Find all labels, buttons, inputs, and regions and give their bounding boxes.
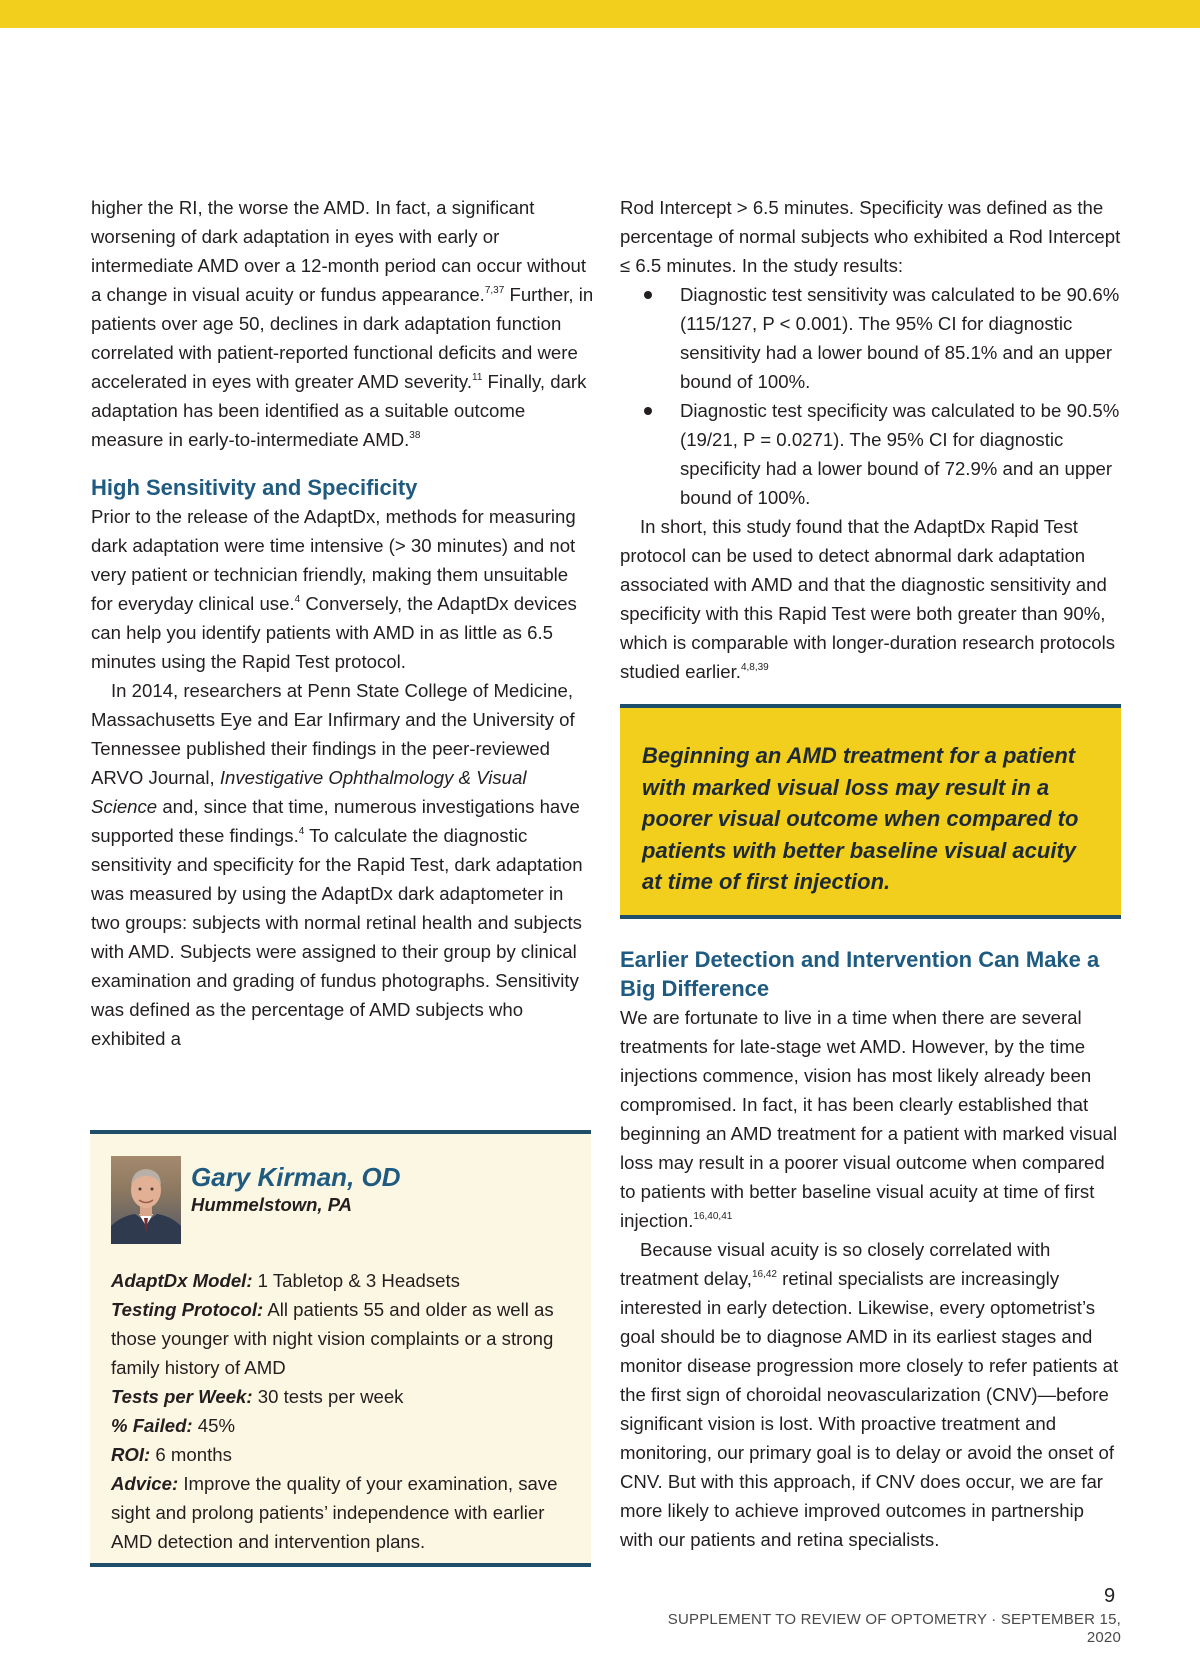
paragraph-visual-acuity <box>620 1235 1122 1554</box>
list-item <box>620 396 1122 512</box>
text-run: To calculate the diagnostic sensitivity and specificity for the Rapid Test, dark adaptation was measured by using the AdaptDx dark adaptometer in two groups: subjects with normal retinal health and subjects with AMD. Subjects were assigned to their group by clinical examination and grading of fundus photographs. Sensitivity was defined as the percentage of AMD subjects who exhibited a <box>91 825 583 1049</box>
study-results-list <box>620 280 1122 512</box>
list-item-text: Diagnostic test sensitivity was calculated to be 90.6% (115/127, P < 0.001). The 95% CI for diagnostic sensitivity had a lower bound of 85.1% and an upper bound of 100%. <box>680 284 1120 392</box>
spec-label: Tests per Week: <box>111 1386 253 1407</box>
citation: 4 <box>298 825 305 837</box>
spec-label: ROI: <box>111 1444 151 1465</box>
citation: 11 <box>472 371 483 383</box>
paragraph-2014-research <box>91 676 594 1053</box>
doctor-profile-box <box>90 1130 591 1567</box>
spec-label: Testing Protocol: <box>111 1299 264 1320</box>
text-run: We are fortunate to live in a time when there are several treatments for late-stage wet AMD. However, by the time injections commence, vision has most likely already been compromised. In fact, it has been clearly established that beginning an AMD treatment for a patient with marked visual loss may result in a poorer visual outcome when compared to patients with better baseline visual acuity at time of first injection. <box>620 1007 1118 1231</box>
right-column-top <box>620 193 1122 686</box>
text-run: and, since that time, numerous investigations have supported these findings. <box>91 796 580 846</box>
paragraph-fortunate <box>620 1003 1122 1235</box>
text-run: higher the RI, the worse the AMD. In fact, a significant worsening of dark adaptation in eyes with early or intermediate AMD over a 12-month period can occur without a change in visual acuity or fundus appearance. <box>91 197 587 305</box>
section-heading-early-detection: Earlier Detection and Intervention Can Make a Big Difference <box>620 947 1100 1001</box>
left-column <box>91 193 594 1053</box>
citation: 7,37 <box>484 284 505 296</box>
spec-model <box>111 1266 571 1295</box>
citation: 38 <box>409 429 421 441</box>
doctor-location: Hummelstown, PA <box>191 1194 353 1215</box>
avatar <box>111 1156 181 1244</box>
spec-tests-per-week <box>111 1382 571 1411</box>
text-run: Finally, dark adaptation has been identified as a suitable outcome measure in early-to-intermediate AMD. <box>91 371 587 450</box>
spec-value: All patients 55 and older as well as those younger with night vision complaints or a strong family history of AMD <box>111 1299 554 1378</box>
spec-protocol <box>111 1295 571 1382</box>
spec-value: 30 tests per week <box>252 1386 404 1407</box>
text-run: Further, in patients over age 50, declines in dark adaptation function correlated with patient-reported functional deficits and were accelerated in eyes with greater AMD severity. <box>91 284 594 392</box>
spec-roi <box>111 1440 571 1469</box>
citation: 16,42 <box>751 1268 777 1280</box>
list-item-text: Diagnostic test specificity was calculated to be 90.5% (19/21, P = 0.0271). The 95% CI for diagnostic specificity had a lower bound of 72.9% and an upper bound of 100%. <box>680 400 1120 508</box>
spec-failed <box>111 1411 571 1440</box>
section-heading-sensitivity: High Sensitivity and Specificity <box>91 475 418 500</box>
profile-info <box>191 1156 401 1218</box>
spec-value: 1 Tabletop & 3 Headsets <box>252 1270 460 1291</box>
spec-label: % Failed: <box>111 1415 193 1436</box>
spec-value: Improve the quality of your examination, save sight and prolong patients’ independence with earlier AMD detection and intervention plans. <box>111 1473 558 1552</box>
profile-specs <box>111 1266 571 1556</box>
citation: 4 <box>294 593 301 605</box>
spec-advice <box>111 1469 571 1556</box>
list-item <box>620 280 1122 396</box>
pull-quote-box <box>620 704 1121 919</box>
spec-label: Advice: <box>111 1473 179 1494</box>
bullet-icon <box>644 291 652 299</box>
profile-header <box>111 1156 571 1244</box>
journal-title: Investigative Ophthalmology & Visual Science <box>91 767 527 817</box>
text-run: Prior to the release of the AdaptDx, methods for measuring dark adaptation were time intensive (> 30 minutes) and not very patient or technician friendly, making them unsuitable for everyday clinical use. <box>91 506 576 614</box>
paragraph-prior-release <box>91 502 594 676</box>
portrait-icon <box>111 1156 181 1244</box>
text-run: Conversely, the AdaptDx devices can help you identify patients with AMD in as little as 6.5 minutes using the Rapid Test protocol. <box>91 593 577 672</box>
paragraph-rod-intercept: Rod Intercept > 6.5 minutes. Specificity was defined as the percentage of normal subjects who exhibited a Rod Intercept ≤ 6.5 minutes. In the study results: <box>620 197 1121 276</box>
citation: 4,8,39 <box>740 661 769 673</box>
spec-value: 45% <box>192 1415 236 1436</box>
spec-label: AdaptDx Model: <box>111 1270 253 1291</box>
text-run: retinal specialists are increasingly interested in early detection. Likewise, every optometrist’s goal should be to diagnose AMD in its earliest stages and monitor disease progression more closely to refer patients at the first sign of choroidal neovascularization (CNV)—before significant vision is lost. With proactive treatment and monitoring, our primary goal is to delay or avoid the onset of CNV. But with this approach, if CNV does occur, we are far more likely to achieve improved outcomes in partnership with our patients and retina specialists. <box>620 1268 1119 1550</box>
citation: 16,40,41 <box>693 1210 733 1222</box>
spec-value: 6 months <box>150 1444 232 1465</box>
text-run: Because visual acuity is so closely correlated with treatment delay, <box>620 1239 1051 1289</box>
text-run: In 2014, researchers at Penn State College of Medicine, Massachusetts Eye and Ear Infirmary and the University of Tennessee published their findings in the peer-reviewed ARVO Journal, <box>91 680 575 788</box>
right-column-bottom <box>620 945 1122 1554</box>
text-run: In short, this study found that the AdaptDx Rapid Test protocol can be used to detect abnormal dark adaptation associated with AMD and that the diagnostic sensitivity and specificity with this Rapid Test were both greater than 90%, which is comparable with longer-duration research protocols studied earlier. <box>620 516 1116 682</box>
publication-footer: SUPPLEMENT TO REVIEW OF OPTOMETRY · SEPTEMBER 15, 2020 <box>667 1611 1121 1646</box>
doctor-name: Gary Kirman, OD <box>191 1162 401 1192</box>
intro-paragraph <box>91 193 594 454</box>
page-number: 9 <box>1104 1585 1116 1607</box>
bullet-icon <box>644 407 652 415</box>
paragraph-in-short <box>620 512 1122 686</box>
top-color-bar <box>0 0 1200 28</box>
pull-quote-text: Beginning an AMD treatment for a patient with marked visual loss may result in a poorer visual outcome when compared to patients with better baseline visual acuity at time of first injection. <box>642 743 1079 894</box>
